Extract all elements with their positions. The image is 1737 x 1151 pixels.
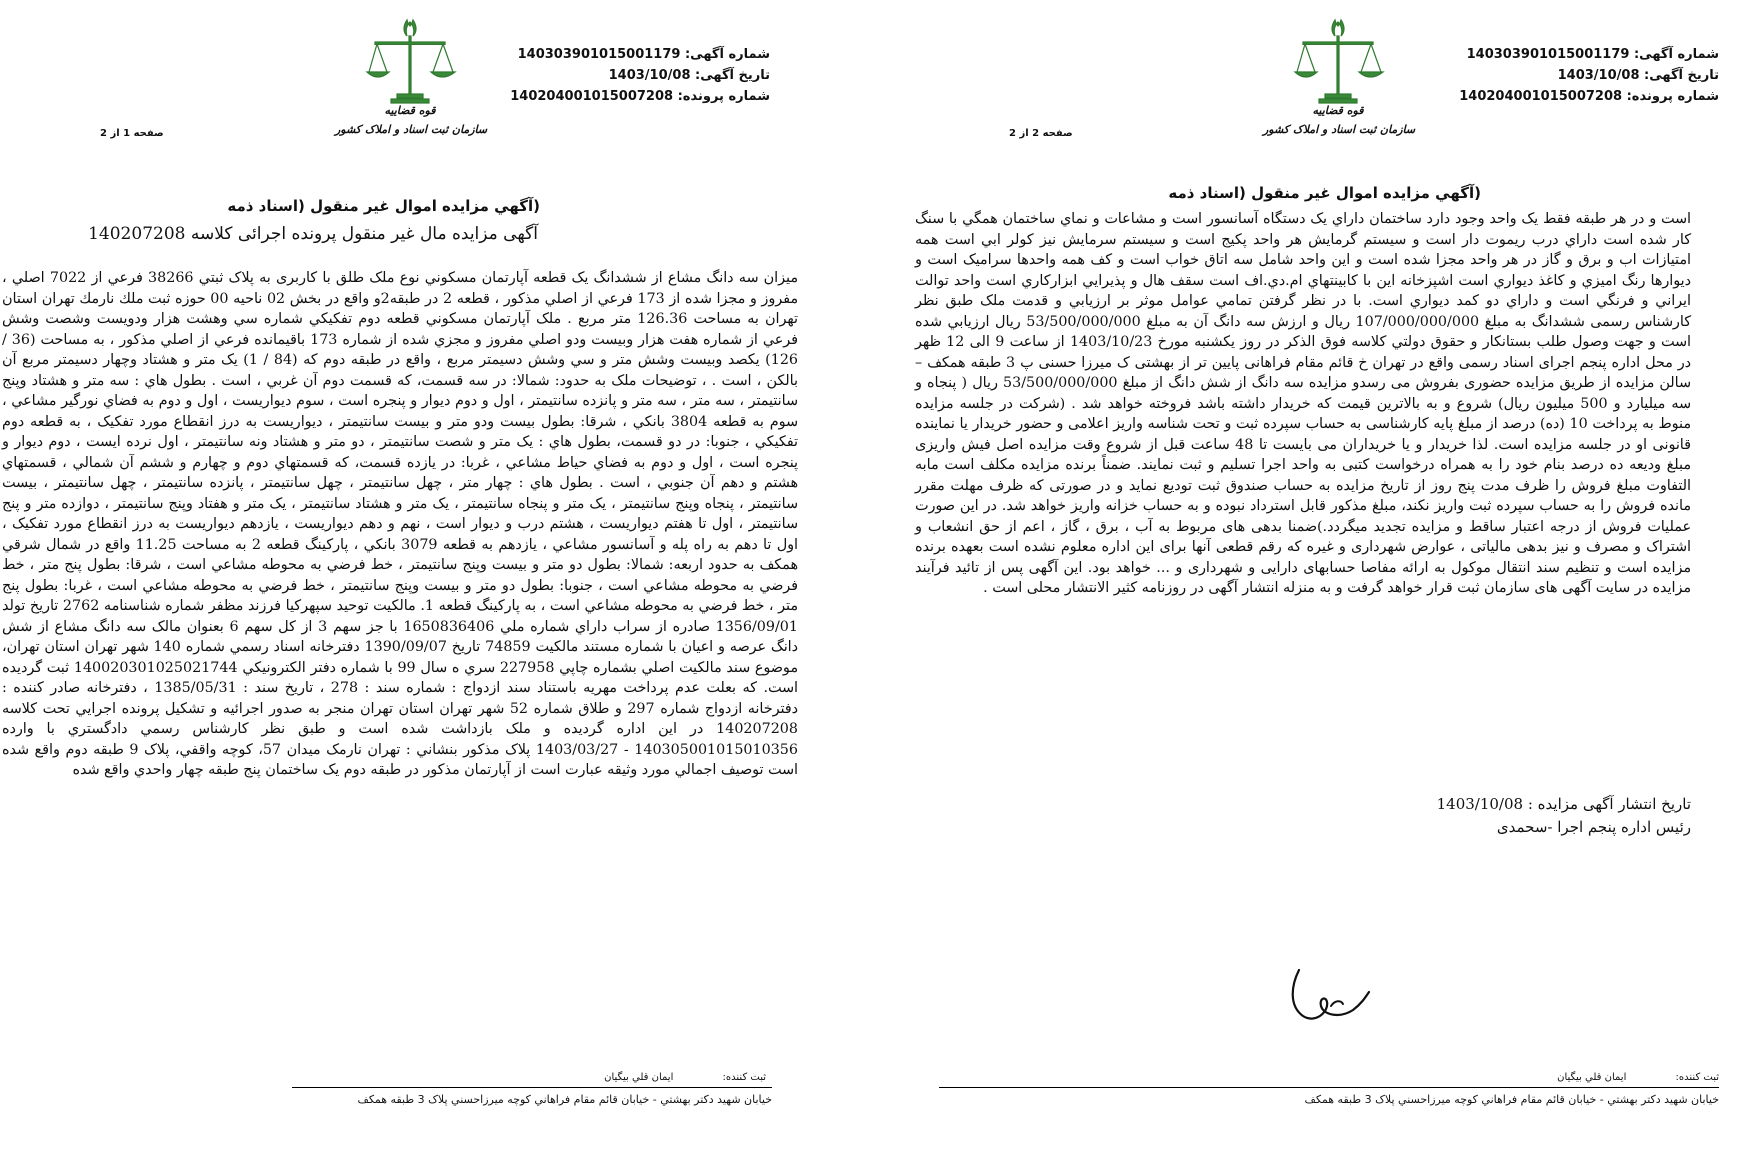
registry-org-label: سازمان ثبت اسناد و املاک کشور [1263, 123, 1416, 136]
registrar-label: ثبت کننده: [722, 1072, 766, 1083]
office-address: خيابان شهيد دکتر بهشتي - خيابان قائم مقام فراهاني کوچه ميرزاحسني پلاک 3 طبقه همکف [1304, 1093, 1719, 1106]
registrar-label: ثبت کننده: [1675, 1072, 1719, 1083]
ad-meta-block [510, 44, 770, 107]
office-head-name: رئیس اداره پنجم اجرا -سحمدی [1496, 818, 1691, 836]
page-one [0, 0, 868, 1151]
ad-date-row [510, 65, 770, 86]
ad-date-value: 1403/10/08 [608, 68, 691, 83]
ad-number-label: شماره آگهی: [684, 47, 770, 62]
notice-title: (آگهي مزايده اموال غير منقول (اسناد ذمه [227, 197, 540, 215]
publication-date: تاریخ انتشار آگهی مزایده : 1403/10/08 [1436, 795, 1691, 813]
ad-date-value: 1403/10/08 [1557, 68, 1640, 83]
judiciary-emblem [335, 16, 488, 141]
ad-date-label: تاريخ آگهی: [695, 68, 770, 83]
judiciary-label: قوه قضاييه [384, 104, 436, 117]
ad-number-row [510, 44, 770, 65]
notice-body-part-one: ميزان سه دانگ مشاع از ششدانگ يک قطعه آپارتمان مسکوني نوع ملک طلق با کاربری به پلاک ثبتي 38266 فرعي از 7022 اصلي ، مفروز و مجزا شده از 173 فرعي از اصلي مذکور ، قطعه 2 در طبقه2و واقع در بخش 02 ناحيه 00 حوزه ثبت ملك نارمك تهران استان تهران به مساحت 126.36 متر مربع . ملک آپارتمان مسکوني قطعه دوم تفکيکي شماره سي وهشت هزار ودويست وشصت وشش فرعي از شماره هفت هزار وبيست ودو اصلي مفروز و مجزي شده از شماره 173 باقيمانده فرعي از اصلي مذکور ، به مساحت (36 / 126) يکصد وبيست وشش متر و سي وشش دسيمتر مربع ، واقع در طبقه دوم که (84 / 1) يک متر و هشتاد وچهار دسيمتر مربع آن بالکن ، است . ، توضيحات ملک به حدود: شمالا: در سه قسمت، که قسمت دوم آن غربي ، است . بطول هاي : سه متر و هشتاد وپنج سانتيمتر ، سه متر ، سه متر و پانزده سانتيمتر ، اول و دوم ديوار و پنجره است ، سوم ديواريست ، اول و دوم به فضاي نورگير مشاعي ، سوم به قطعه 3804 بانکي ، شرقا: بطول بيست ودو متر و بيست سانتيمتر ، ديواريست به درز انقطاع مورد تفکيک ، به قطعه دوم تفکيکي ، جنوبا: در دو قسمت، بطول هاي : يک متر و شصت سانتيمتر ، دو متر و هشتاد ونه سانتيمتر ، اول نرده ايست ، دوم ديوار و پنجره است ، اول و دوم به فضاي حياط مشاعي ، غربا: در يازده قسمت، که قسمتهاي دوم و چهارم و ششم آن شمالي ، قسمتهاي هشتم و دهم آن جنوبي ، است . بطول هاي : چهار متر ، چهل سانتيمتر ، چهل سانتيمتر ، پانزده سانتيمتر ، چهل سانتيمتر ، بيست سانتيمتر ، پنجاه وپنج سانتيمتر ، يک متر و پنجاه سانتيمتر ، يک متر و هشتاد سانتيمتر ، يک متر و هفتاد وپنج سانتيمتر ، دوازده متر و پنج سانتيمتر ، اول تا هفتم ديواريست ، هشتم درب و ديوار است ، نهم و دهم ديواريست ، يازدهم ديواريست به درز انقطاع مورد تفکيک ، اول تا دهم به راه پله و آسانسور مشاعي ، يازدهم به قطعه 3079 بانکي ، پارکينگ قطعه 2 به مساحت 11.25 واقع در شمال شرقي همکف به حدود اربعه: شمالا: بطول دو متر و بيست وپنج سانتيمتر ، خط فرضي به محوطه مشاعي است ، شرقا: بطول پنج متر ، خط فرضي به محوطه مشاعي است ، جنوبا: بطول دو متر و بيست وپنج سانتيمتر ، خط فرضي به محوطه مشاعي است ، غربا: بطول پنج متر ، خط فرضي به محوطه مشاعي است ، به پارکينگ قطعه 1. مالکيت توحيد سپهرکيا فرزند مظفر شماره شناسنامه 2762 تاريخ تولد 1356/09/01 صادره از سراب داراي شماره ملي 1650836406 با جز سهم 3 از کل سهم 6 بعنوان مالک سه دانگ مشاع از شش دانگ عرصه و اعيان با شماره مستند مالکيت 74859 تاريخ 1390/09/07 دفترخانه اسناد رسمي شماره 140 شهر تهران استان تهران، موضوع سند مالکيت اصلي بشماره چاپي 227958 سري ه سال 99 با شماره دفتر الکترونيکي 140020301025021744 ثبت گرديده است. که بعلت عدم پرداخت مهريه باستناد سند ازدواج : شماره سند : 278 ، تاريخ سند : 1385/05/31 ، دفترخانه صادر کننده : دفترخانه ازدواج شماره 297 و طلاق شماره 52 شهر تهران استان تهران منجر به صدور اجرائيه و تشکيل پرونده اجرايي تحت کلاسه 140207208 در اين اداره گرديده و ملک بازداشت شده است و طبق نظر کارشناس رسمي دادگستري با وارده 140305001015010356 - 1403/03/27 پلاک مذکور بنشاني : تهران نارمک ميدان 57، کوچه واقفي، پلاک 9 طبقه دوم واقع شده است توصيف اجمالي مورد وثيقه عبارت است از آپارتمان مذکور در طبقه دوم يک ساختمان پنج طبقه چهار واحدي واقع شده [2, 270, 799, 778]
registrar-row [604, 1072, 766, 1083]
judiciary-label: قوه قضاييه [1312, 104, 1364, 117]
file-number-value: 140204001015007208 [1459, 89, 1623, 104]
file-number-value: 140204001015007208 [510, 89, 674, 104]
registrar-name: ايمان قلي بيگيان [1557, 1072, 1627, 1083]
scales-of-justice-icon [1291, 16, 1385, 106]
ad-meta-block [1459, 44, 1719, 107]
judiciary-emblem [1263, 16, 1416, 141]
notice-body-part-two: است و در هر طبقه فقط يک واحد وجود دارد ساختمان داراي يک دستگاه آسانسور است و مشاعات و نماي ساختمان همگي با سنگ کار شده است داراي درب ريموت دار است و سيستم گرمايش هر واحد پکيج است و سيستم سرمايش نيز کولر ابي است همه امتيازات اب و برق و گاز در هر واحد مجزا شده است و اين واحد شامل سه اتاق خواب است و کف همه واحدها سراميک است و ديوارها رنگ اميزي و کاغذ ديواري است اشپزخانه اين با کابينتهاي ام.دي.اف است سقف هال و پذيرايي ابزارکاري است واحد توالت ايراني و فرنگي است و داراي دو کمد ديواري است. با در نظر گرفتن تمامي عوامل موثر بر ارزيابي و قدمت ملک طبق نظر کارشناس رسمی ششدانگ به مبلغ 107/000/000/000 ريال و ارزش سه دانگ آن به مبلغ 53/500/000/000 ريال ارزيابي شده است و جهت وصول طلب بستانکار و حقوق دولتي کلاسه فوق الذکر در روز يکشنبه مورخ 1403/10/23 از ساعت 9 الی 12 ظهر در محل اداره پنجم اجرای اسناد رسمی واقع در تهران خ قائم مقام فراهانی پایین تر از بهشتی ک میرزا حسنی پ 3 طبقه همکف – سالن مزایده از طریق مزایده حضوری بفروش می رسدو مزایده سه دانگ از شش دانگ از مبلغ 53/500/000/000 ریال ( پنجاه و سه میلیارد و 500 میلیون ریال) شروع و به بالاترین قیمت که خریدار داشته باشد فروخته خواهد شد . (شرکت در جلسه مزایده منوط به پرداخت 10 (ده) درصد از مبلغ پایه کارشناسی به حساب سپرده ثبت و تحت شناسه واریز اعلامی و حضور خریدار یا نماینده قانونی او در جلسه مزایده است. لذا خریدار و یا خریداران می بایست تا 48 ساعت قبل از شروع وقت مزایده اصل فیش واریزی مبلغ ودیعه ده درصد بنام خود را به همراه درخواست کتبی به واحد اجرا تسلیم و ثبت نمایند. ضمناً برنده مزایده مکلف است مابه التفاوت مبلغ فروش را ظرف مدت پنج روز از تاریخ مزایده به حساب صندوق ثبت تودیع نماید و در صورتی که ظرف مهلت مقرر مانده فروش را به حساب سپرده ثبت واریز نکند، مبلغ مذکور قابل استرداد نبوده و به حساب خزانه واریز خواهد شد. در این صورت عملیات فروش از درجه اعتبار ساقط و مزایده تجدید میگردد.)ضمنا بدهی های مربوط به آب ، برق ، گاز ، اعم از حق انشعاب و اشتراک و مصرف و نیز بدهی مالیاتی ، عوارض شهرداری و غیره که رقم قطعی آنها برای این اداره معلوم نشده است بعهده برنده مزایده است و تنظیم سند انتقال موکول به ارائه مفاصا حسابهای دارایی و شهرداری و ... خواهد بود. این آگهی پس از تائید فرآیند مزایده در سایت آگهی های سازمان ثبت قرار خواهد گرفت و به منزله انتشار آگهی در روزنامه کثیر الانتشار محلی است . [915, 211, 1691, 596]
scales-of-justice-icon [363, 16, 457, 106]
office-address: خيابان شهيد دکتر بهشتي - خيابان قائم مقام فراهاني کوچه ميرزاحسني پلاک 3 طبقه همکف [357, 1093, 772, 1106]
registrar-row [1557, 1072, 1719, 1083]
signature-icon [1269, 962, 1379, 1032]
notice-subtitle: آگهی مزایده مال غیر منقول پرونده اجرائی کلاسه 140207208 [88, 224, 538, 244]
ad-number-row [1459, 44, 1719, 65]
ad-date-label: تاريخ آگهی: [1644, 68, 1719, 83]
file-number-label: شماره پرونده: [1626, 89, 1719, 104]
page-label: صفحه 1 از 2 [100, 128, 164, 139]
ad-date-row [1459, 65, 1719, 86]
footer-divider [939, 1087, 1719, 1088]
ad-number-value: 140303901015001179 [517, 47, 681, 62]
page-two [869, 0, 1737, 1151]
ad-number-label: شماره آگهی: [1633, 47, 1719, 62]
registry-org-label: سازمان ثبت اسناد و املاک کشور [335, 123, 488, 136]
registrar-name: ايمان قلي بيگيان [604, 1072, 674, 1083]
footer-divider [292, 1087, 772, 1088]
ad-number-value: 140303901015001179 [1466, 47, 1630, 62]
page-label: صفحه 2 از 2 [1009, 128, 1073, 139]
file-number-row [1459, 86, 1719, 107]
notice-title: (آگهي مزايده اموال غير منقول (اسناد ذمه [1168, 184, 1481, 202]
file-number-row [510, 86, 770, 107]
file-number-label: شماره پرونده: [677, 89, 770, 104]
